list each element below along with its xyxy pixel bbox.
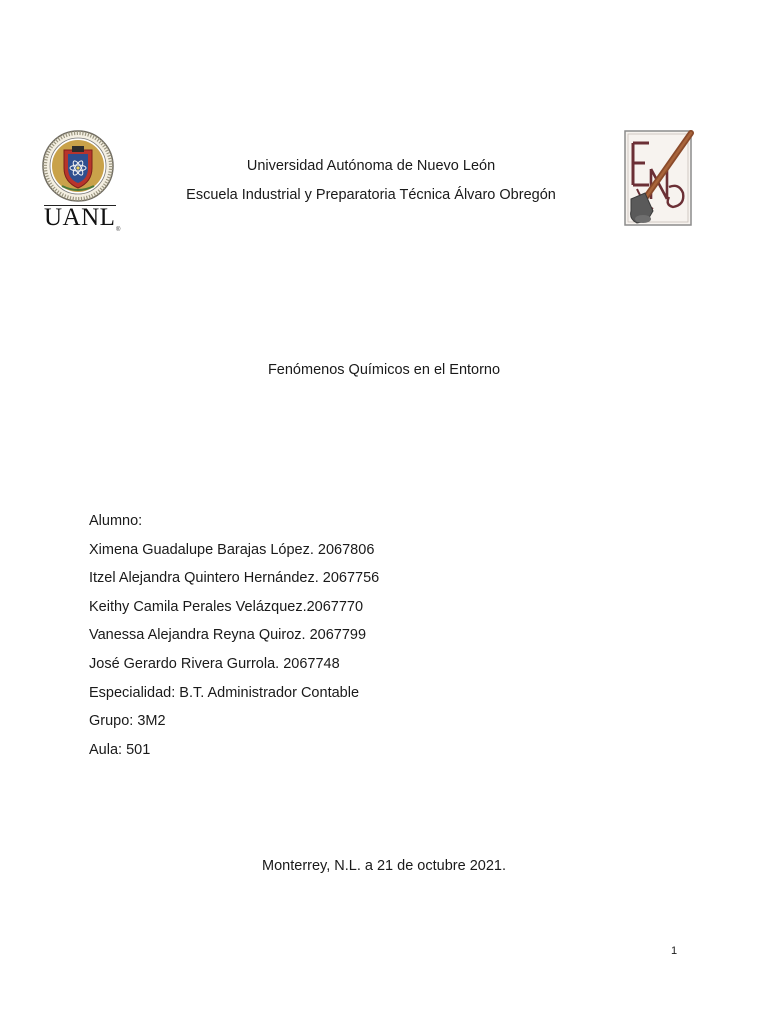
student-name: Keithy Camila Perales Velázquez.2067770 <box>89 598 364 615</box>
university-name: Universidad Autónoma de Nuevo León <box>246 158 496 174</box>
registered-mark: ® <box>116 227 121 233</box>
date-line: Monterrey, N.L. a 21 de octubre 2021. <box>262 858 506 874</box>
page-number: 1 <box>671 945 678 957</box>
student-name: José Gerardo Rivera Gurrola. 2067748 <box>89 655 340 672</box>
specialty: Especialidad: B.T. Administrador Contable <box>89 684 360 701</box>
classroom: Aula: 501 <box>89 741 151 758</box>
school-name: Escuela Industrial y Preparatoria Técnica Álvaro Obregón <box>186 187 556 203</box>
student-name: Vanessa Alejandra Reyna Quiroz. 2067799 <box>89 627 367 644</box>
uanl-wordmark: UANL <box>44 204 116 231</box>
group: Grupo: 3M2 <box>89 713 166 730</box>
student-name: Itzel Alejandra Quintero Hernández. 2067756 <box>89 570 380 587</box>
info-label-alumno: Alumno: <box>89 513 143 529</box>
document-title: Fenómenos Químicos en el Entorno <box>267 362 501 378</box>
student-info <box>89 507 379 764</box>
student-name: Ximena Guadalupe Barajas López. 2067806 <box>89 541 375 558</box>
header <box>0 152 742 210</box>
